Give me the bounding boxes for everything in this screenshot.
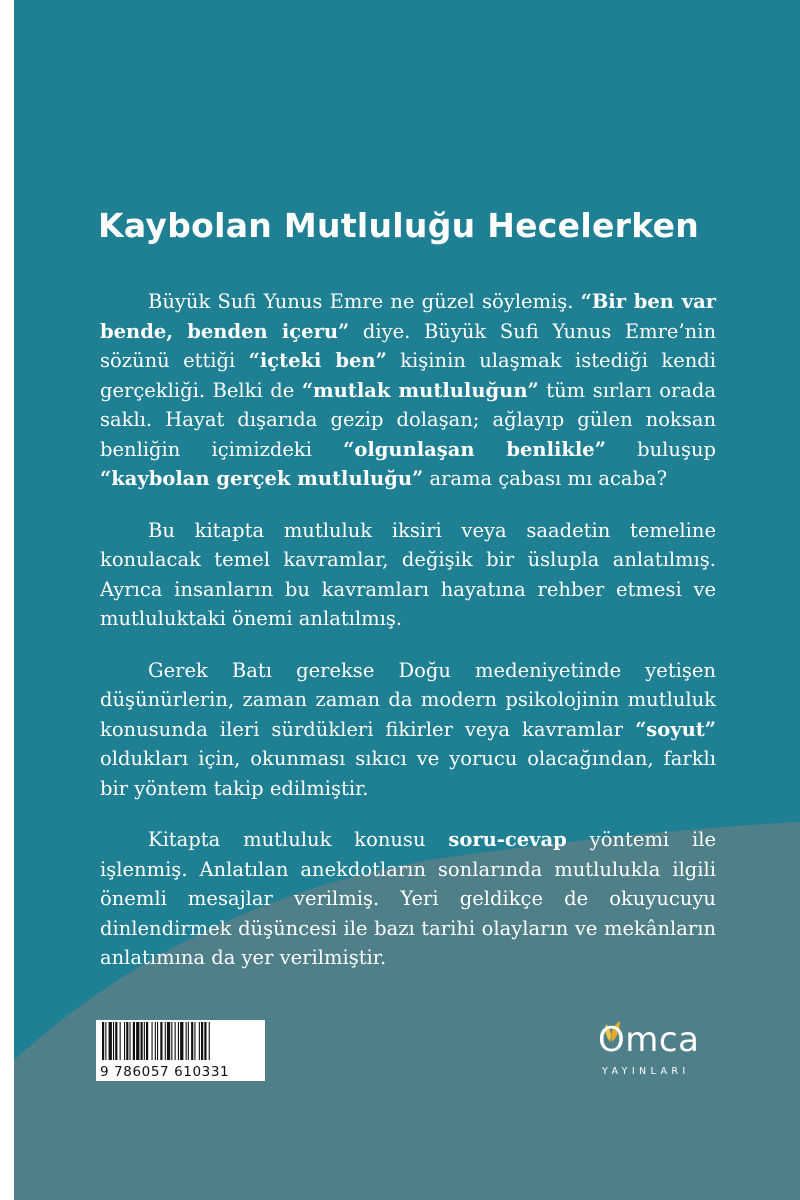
barcode-bar	[157, 1022, 158, 1060]
barcode-bar	[133, 1022, 135, 1060]
barcode-bar	[146, 1022, 148, 1060]
isbn-barcode	[96, 1020, 265, 1081]
text-run: arama çabası mı acaba?	[423, 467, 668, 490]
barcode-bar	[209, 1022, 210, 1060]
paragraph	[100, 825, 716, 973]
emphasized-text: “Bir ben var bende, benden içeru”	[100, 290, 716, 343]
barcode-bar	[186, 1022, 187, 1060]
text-run: kişinin ulaşmak istediği kendi gerçekliği. Belki de	[100, 349, 717, 402]
barcode-bar	[191, 1022, 193, 1060]
barcode-bar	[124, 1022, 125, 1060]
emphasized-text: “soyut”	[635, 717, 716, 741]
barcode-bars	[99, 1022, 262, 1060]
barcode-bar	[120, 1022, 121, 1060]
barcode-bar	[194, 1022, 195, 1060]
paragraph	[100, 287, 716, 494]
barcode-bar	[113, 1022, 114, 1060]
barcode-bar	[115, 1022, 117, 1060]
paragraph	[100, 656, 716, 804]
publisher-logo	[580, 1018, 720, 1088]
barcode-bar	[167, 1022, 170, 1060]
barcode-bar	[102, 1022, 104, 1060]
publisher-name: Omca	[598, 1020, 700, 1060]
barcode-bar	[141, 1022, 143, 1060]
text-run: oldukları için, okunması sıkıcı ve yorucu olacağından, farklı bir yöntem takip edilmiştir.	[100, 747, 716, 800]
text-run: Gerek Batı gerekse Doğu medeniyetinde yetişen düşünürlerin, zaman zaman da modern psikolojinin mutluluk konusunda ileri sürdükleri fikirler veya kavramlar	[100, 658, 716, 741]
barcode-bar	[130, 1022, 131, 1060]
text-run: Bu kitapta mutluluk iksiri veya saadetin temeline konulacak temel kavramlar, değişik bir üslupla anlatılmış. Ayrıca insanların bu kavramları hayatına rehber etmesi ve mutluluktaki önemi anlatılmış.	[100, 518, 716, 630]
barcode-bar	[109, 1022, 112, 1060]
back-cover	[14, 0, 800, 1200]
barcode-bar	[178, 1022, 179, 1060]
emphasized-text: “olgunlaşan benlikle”	[343, 437, 606, 461]
back-cover-blurb	[100, 287, 716, 995]
text-run: diye. Büyük Sufi Yunus Emre’nin sözünü ettiği	[100, 319, 716, 372]
text-run: Kitapta mutluluk konusu	[148, 828, 449, 851]
emphasized-text: “içteki ben”	[248, 349, 387, 372]
barcode-bar	[160, 1022, 162, 1060]
paragraph	[100, 516, 716, 634]
barcode-bar	[152, 1022, 153, 1060]
barcode-bar	[136, 1022, 139, 1060]
barcode-bar	[188, 1022, 189, 1060]
barcode-bar	[175, 1022, 176, 1060]
barcode-bar	[180, 1022, 183, 1060]
barcode-bar	[105, 1022, 106, 1060]
emphasized-text: soru-cevap	[448, 828, 567, 851]
emphasized-text: “kaybolan gerçek mutluluğu”	[100, 467, 424, 490]
book-title: Kaybolan Mutluluğu Hecelerken	[98, 206, 700, 245]
barcode-bar	[201, 1022, 203, 1060]
text-run: buluşup	[605, 437, 716, 461]
text-run: yöntemi ile işlenmiş. Anlatılan anekdotların sonlarında mutlulukla ilgili önemli mesajlar verilmiş. Yeri geldikçe de okuyucuyu dinlendirmek düşüncesi ile bazı tarihi olayların ve mekânların anlatımına da yer verilmiştir.	[100, 828, 716, 969]
barcode-bar	[171, 1022, 172, 1060]
text-run: tüm sırları orada saklı. Hayat dışarıda gezip dolaşan; ağlayıp gülen noksan benliğin içimizdeki	[100, 378, 717, 461]
barcode-bar	[165, 1022, 166, 1060]
text-run: Büyük Sufi Yunus Emre ne güzel söylemiş.	[148, 290, 581, 313]
barcode-bar	[204, 1022, 206, 1060]
barcode-bar	[199, 1022, 200, 1060]
emphasized-text: “mutlak mutluluğun”	[301, 378, 539, 402]
barcode-bar	[126, 1022, 128, 1060]
isbn-number: 9 786057 610331	[100, 1064, 230, 1080]
barcode-bar	[155, 1022, 156, 1060]
barcode-bar	[144, 1022, 145, 1060]
publisher-subtitle: YAYINLARI	[602, 1066, 690, 1077]
